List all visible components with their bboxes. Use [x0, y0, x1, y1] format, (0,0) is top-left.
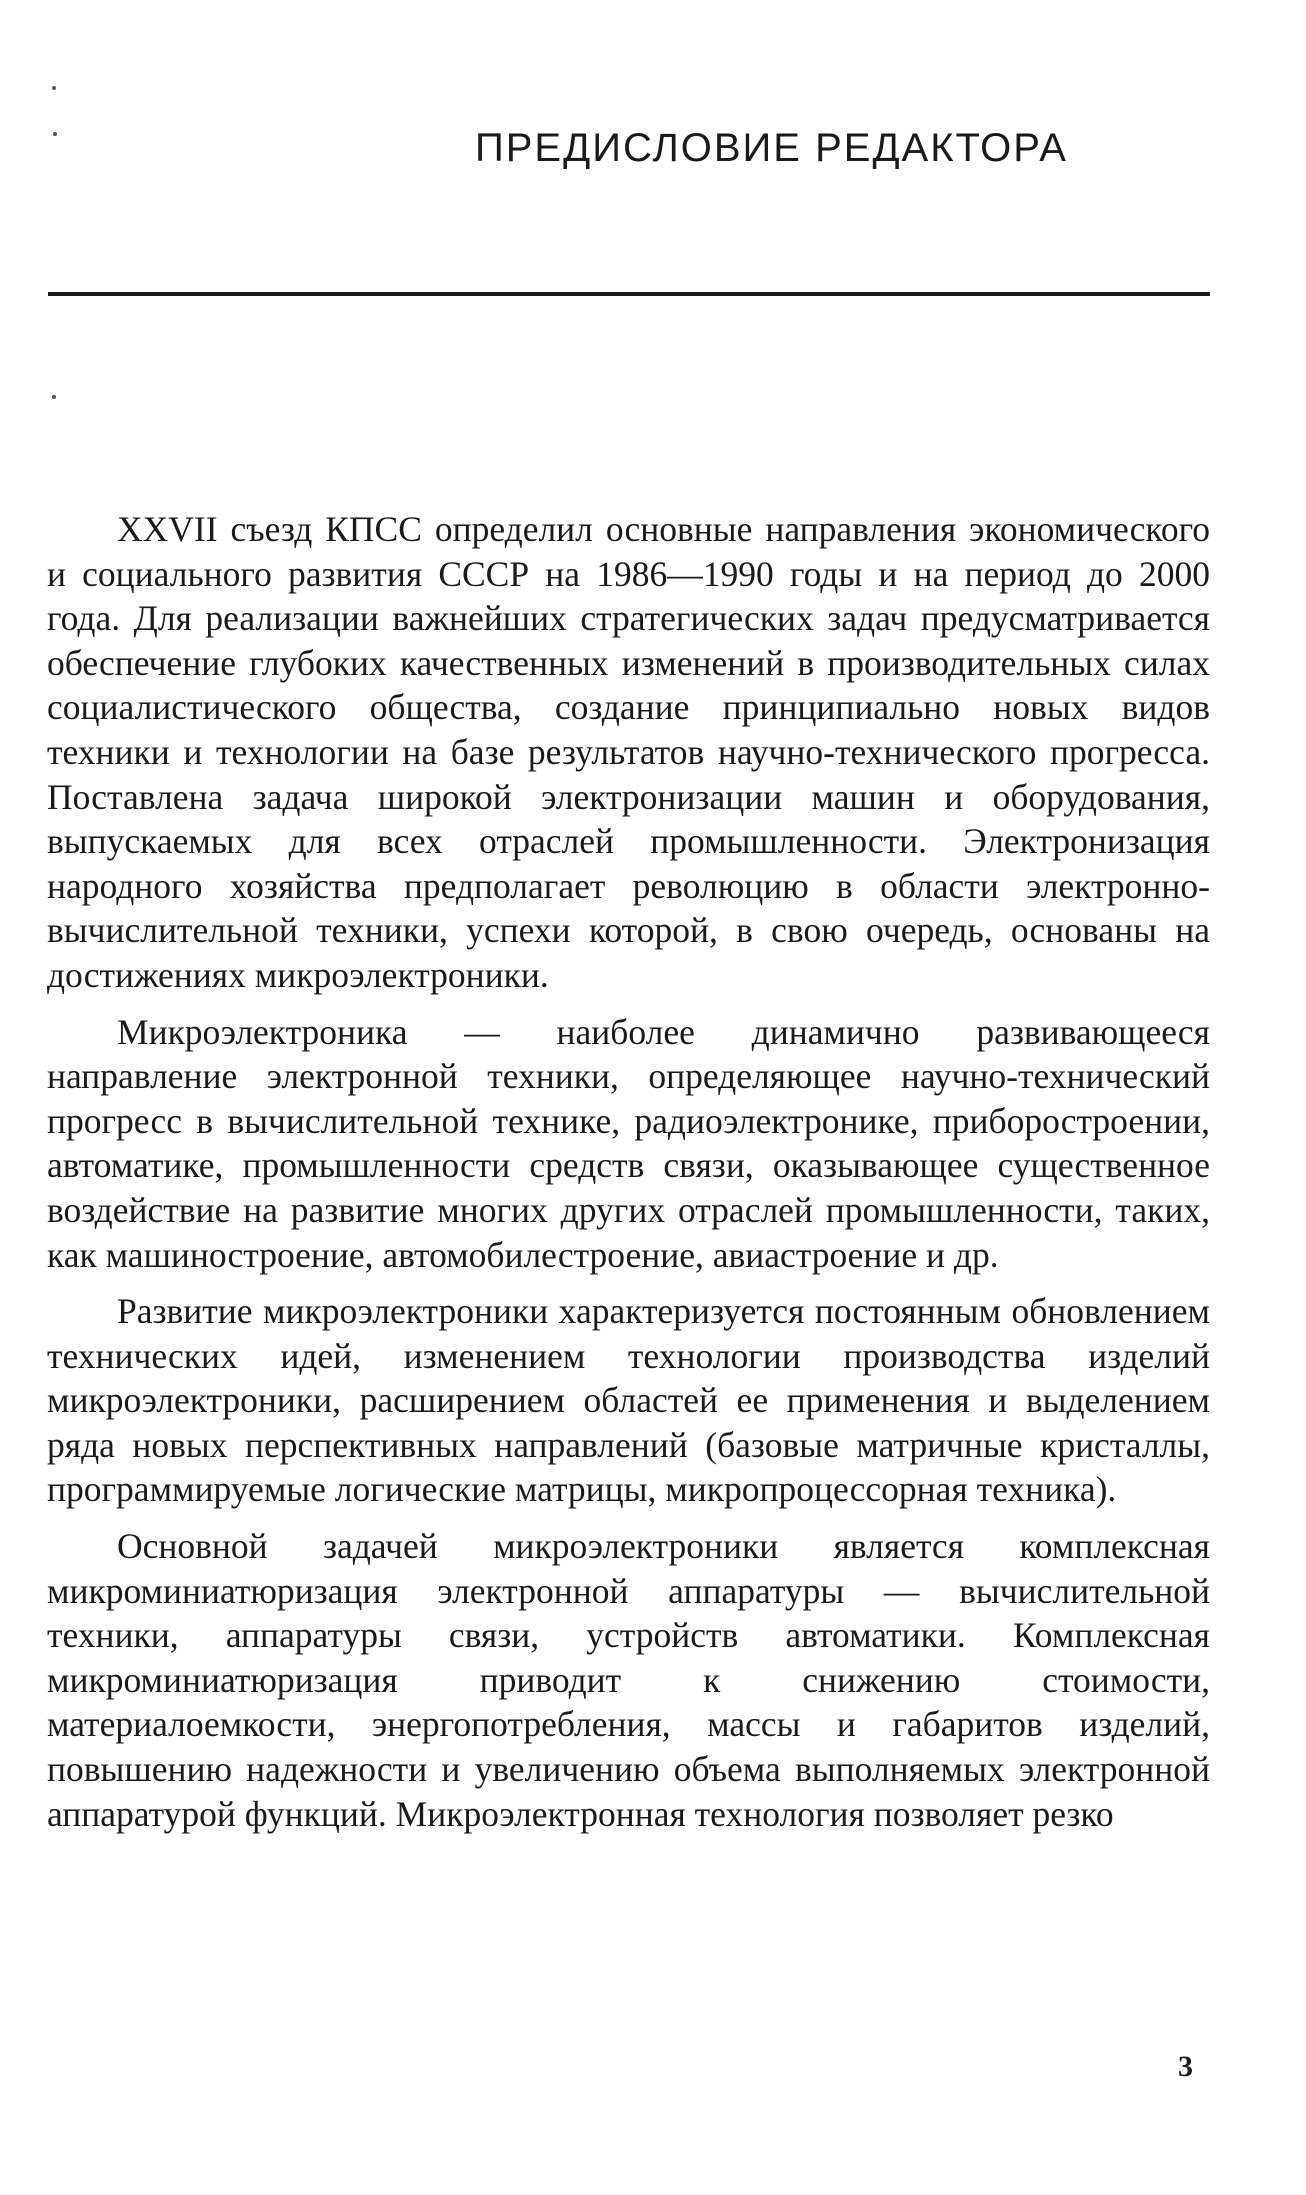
print-speck [52, 86, 56, 90]
heading-rule [48, 292, 1210, 296]
paragraph: Микроэлектроника — наиболее динамично развивающееся направление электронной техники, определяющее научно-технический прогресс в вычислительной технике, радиоэлектронике, приборостроении, автоматике, промышленности средств связи, оказывающее существенное воздействие на развитие многих других отраслей промышленности, таких, как машиностроение, автомобилестроение, авиастроение и др. [47, 1011, 1210, 1275]
body-text [47, 507, 1210, 1848]
chapter-heading: ПРЕДИСЛОВИЕ РЕДАКТОРА [475, 126, 1068, 170]
paragraph: Основной задачей микроэлектроники является комплексная микроминиатюризация электронной аппаратуры — вычислительной техники, аппаратуры связи, устройств автоматики. Комплексная микроминиатюризация приводит к снижению стоимости, материалоемкости, энергопотребления, массы и габаритов изделий, повышению надежности и увеличению объема выполняемых электронной аппаратурой функций. Микроэлектронная технология позволяет резко [47, 1526, 1210, 1834]
paragraph: XXVII съезд КПСС определил основные направления экономического и социального развития СССР на 1986—1990 годы и на период до 2000 года. Для реализации важнейших стратегических задач предусматривается обеспечение глубоких качественных изменений в производительных силах социалистического общества, создание принципиально новых видов техники и технологии на базе результатов научно-технического прогресса. Поставлена задача широкой электронизации машин и оборудования, выпускаемых для всех отраслей промышленности. Электронизация народного хозяйства предполагает революцию в области электронновычислительной техники, успехи которой, в свою очередь, основаны на достижениях микроэлектроники. [47, 509, 1210, 995]
print-speck [52, 395, 56, 399]
print-speck [53, 132, 57, 136]
page-number: 3 [1178, 2050, 1193, 2083]
paragraph: Развитие микроэлектроники характеризуется постоянным обновлением технических идей, изменением технологии производства изделий микроэлектроники, расширением областей ее применения и выделением ряда новых перспективных направлений (базовые матричные кристаллы, программируемые логические матрицы, микропроцессорная техника). [47, 1291, 1210, 1510]
